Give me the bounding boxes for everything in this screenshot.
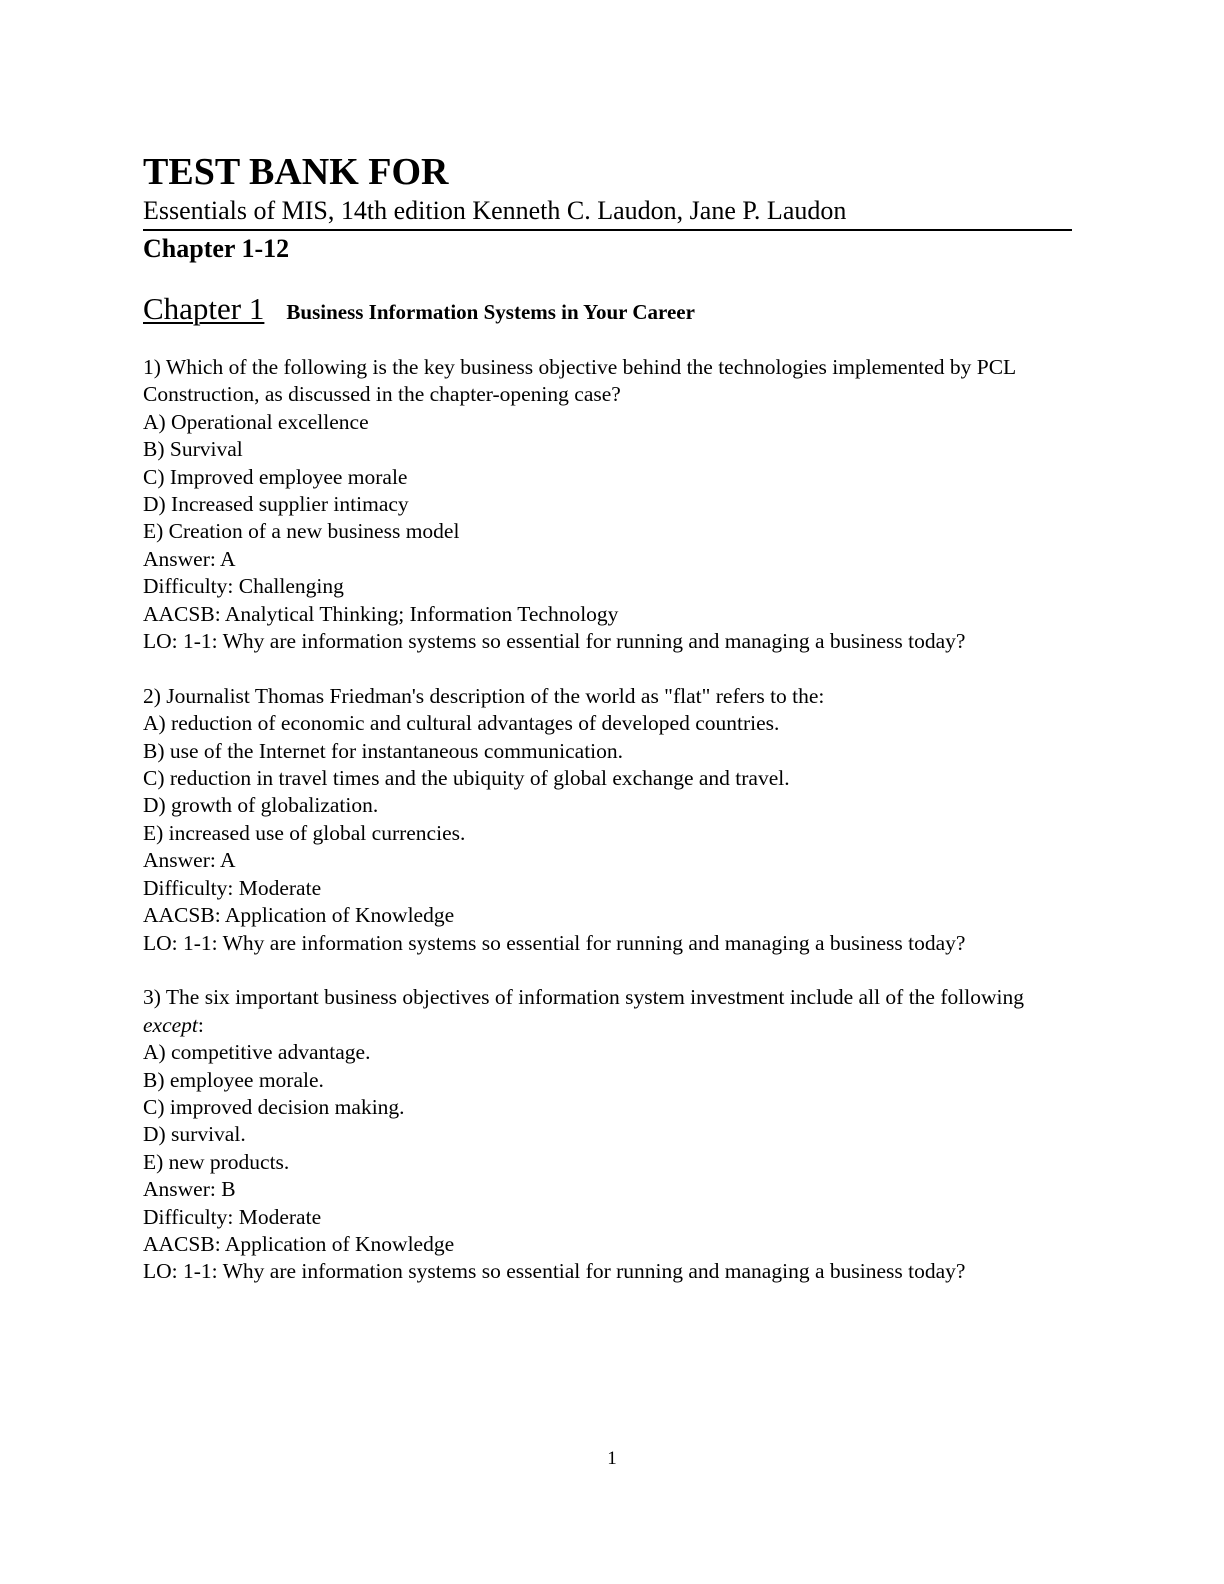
- chapter-label: Chapter 1: [143, 291, 265, 326]
- difficulty: Difficulty: Challenging: [143, 574, 344, 599]
- answer: Answer: B: [143, 1177, 236, 1202]
- aacsb: AACSB: Analytical Thinking; Information Technology: [143, 601, 619, 626]
- question-list: [143, 354, 1083, 1313]
- question-2: [143, 683, 1083, 957]
- answer: Answer: A: [143, 546, 236, 571]
- learning-objective: LO: 1-1: Why are information systems so essential for running and managing a business today?: [143, 930, 966, 955]
- option-b: B) use of the Internet for instantaneous communication.: [143, 738, 624, 763]
- question-3: [143, 984, 1083, 1285]
- option-a: A) competitive advantage.: [143, 1040, 371, 1065]
- question-stem-emphasis: except: [143, 1012, 198, 1037]
- page-number: 1: [607, 1448, 617, 1469]
- option-c: C) reduction in travel times and the ubiquity of global exchange and travel.: [143, 766, 790, 791]
- option-a: A) Operational excellence: [143, 409, 369, 434]
- chapter-heading: [143, 289, 695, 335]
- question-stem: [143, 984, 1083, 1039]
- option-e: E) new products.: [143, 1149, 290, 1174]
- learning-objective: LO: 1-1: Why are information systems so essential for running and managing a business today?: [143, 1259, 966, 1284]
- question-stem-end: :: [197, 1012, 204, 1037]
- answer: Answer: A: [143, 848, 236, 873]
- question-stem-text: 3) The six important business objectives of information system investment include all of the following: [143, 985, 1024, 1010]
- question-stem: 1) Which of the following is the key business objective behind the technologies implemented by PCL Construction, as discussed in the chapter-opening case?: [143, 355, 1016, 407]
- option-a: A) reduction of economic and cultural advantages of developed countries.: [143, 711, 780, 736]
- option-b: B) employee morale.: [143, 1067, 324, 1092]
- difficulty: Difficulty: Moderate: [143, 875, 322, 900]
- header-rule: [143, 229, 1072, 231]
- option-d: D) growth of globalization.: [143, 793, 379, 818]
- chapter-range: Chapter 1-12: [143, 234, 290, 263]
- book-subtitle: Essentials of MIS, 14th edition Kenneth C. Laudon, Jane P. Laudon: [143, 196, 847, 225]
- option-d: D) survival.: [143, 1122, 246, 1147]
- option-c: C) Improved employee morale: [143, 464, 408, 489]
- chapter-name: Business Information Systems in Your Career: [286, 300, 695, 324]
- option-e: E) Creation of a new business model: [143, 519, 460, 544]
- option-c: C) improved decision making.: [143, 1094, 405, 1119]
- learning-objective: LO: 1-1: Why are information systems so essential for running and managing a business today?: [143, 629, 966, 654]
- option-e: E) increased use of global currencies.: [143, 820, 466, 845]
- question-1: [143, 354, 1083, 655]
- option-d: D) Increased supplier intimacy: [143, 492, 409, 517]
- aacsb: AACSB: Application of Knowledge: [143, 1231, 455, 1256]
- aacsb: AACSB: Application of Knowledge: [143, 903, 455, 928]
- document-title: TEST BANK FOR: [143, 151, 449, 193]
- difficulty: Difficulty: Moderate: [143, 1204, 322, 1229]
- question-stem: 2) Journalist Thomas Friedman's description of the world as "flat" refers to the:: [143, 683, 825, 708]
- option-b: B) Survival: [143, 437, 243, 462]
